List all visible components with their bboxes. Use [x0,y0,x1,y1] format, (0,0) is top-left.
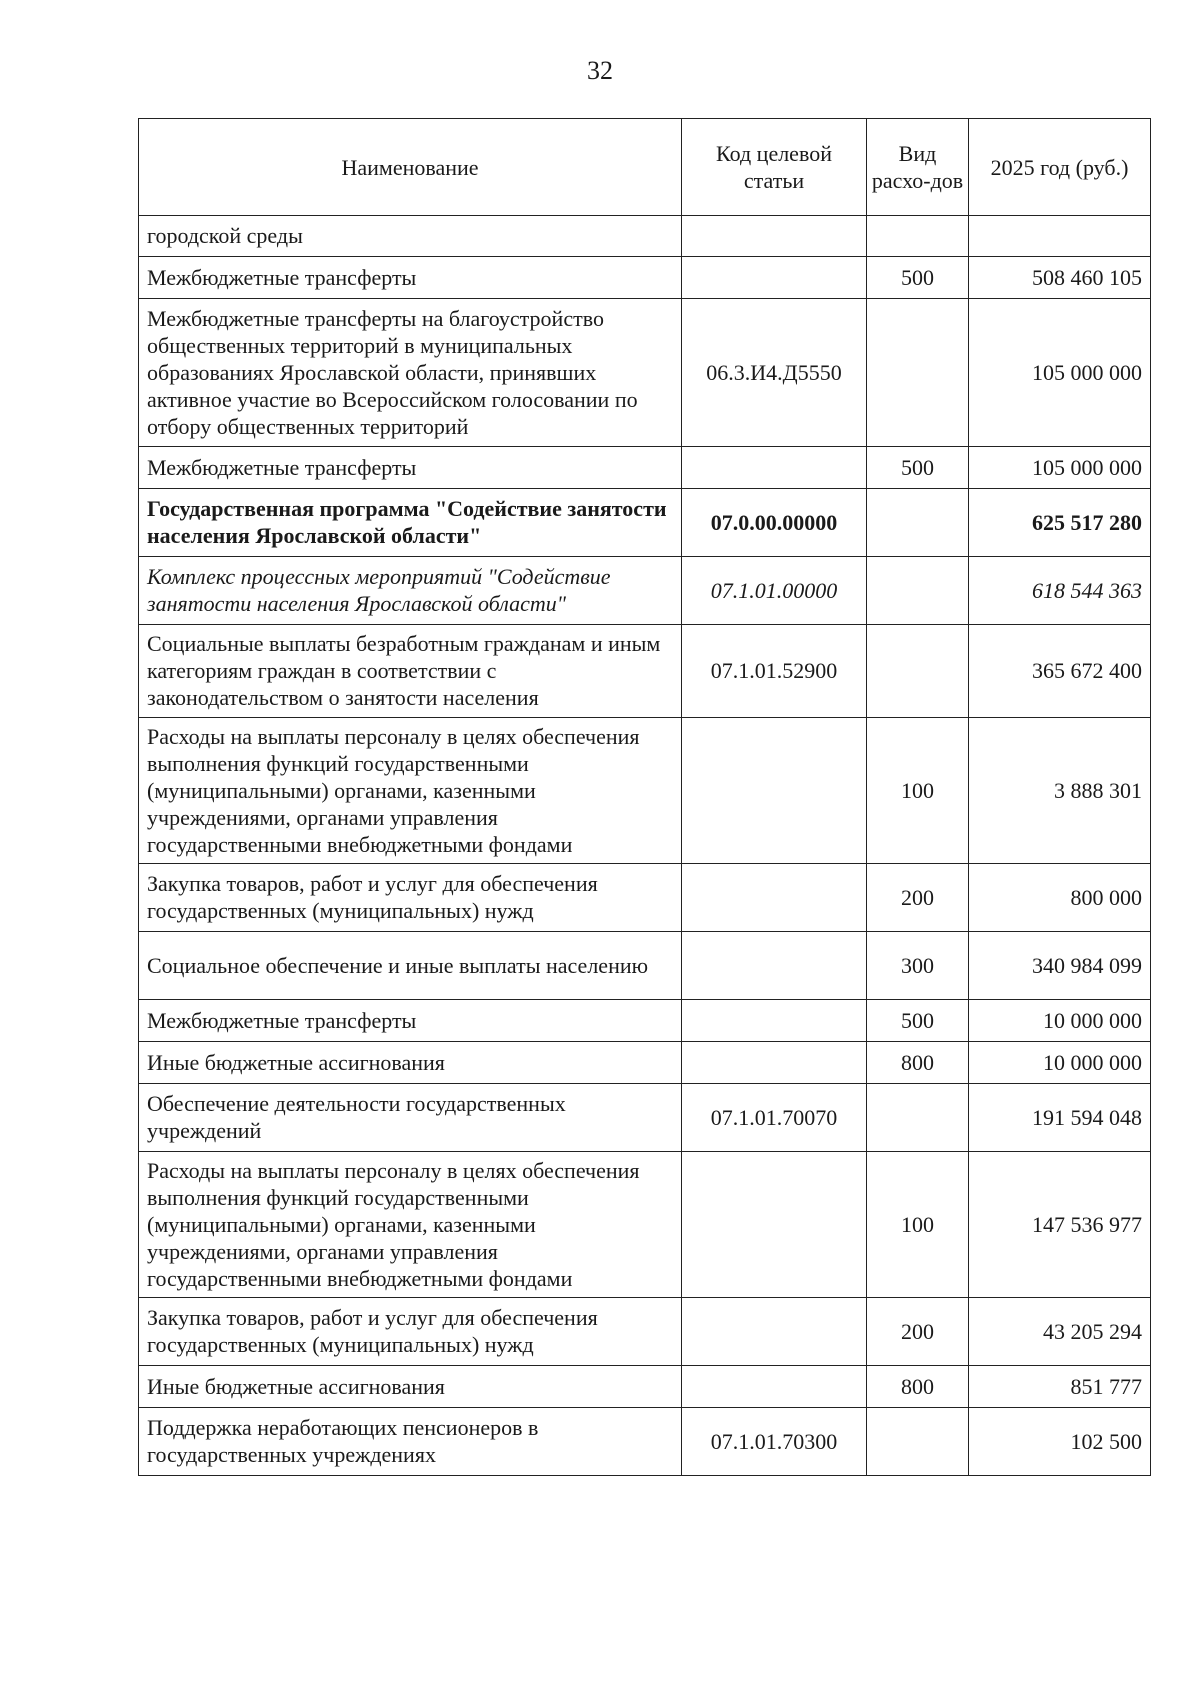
table-row [139,489,1151,557]
row-kind-cell [867,299,969,447]
row-sum-cell: 340 984 099 [969,932,1151,1000]
row-name-cell: Поддержка неработающих пенсионеров в государственных учреждениях [139,1408,682,1476]
row-kind-cell: 200 [867,864,969,932]
table-row [139,932,1151,1000]
row-code-cell: 07.1.01.52900 [682,625,867,718]
row-code-cell: 07.1.01.70070 [682,1084,867,1152]
row-name-cell: Государственная программа "Содействие занятости населения Ярославской области" [139,489,682,557]
row-name-cell: Обеспечение деятельности государственных учреждений [139,1084,682,1152]
row-kind-cell [867,216,969,257]
table-header-row [139,119,1151,216]
row-code-cell: 07.1.01.70300 [682,1408,867,1476]
row-name-cell: Иные бюджетные ассигнования [139,1042,682,1084]
row-kind-cell [867,625,969,718]
row-sum-cell [969,216,1151,257]
header-code: Код целевой статьи [682,119,867,216]
row-kind-cell [867,489,969,557]
table-row [139,447,1151,489]
row-sum-cell: 43 205 294 [969,1298,1151,1366]
row-kind-cell: 500 [867,447,969,489]
table-row [139,1152,1151,1298]
row-code-cell: 07.0.00.00000 [682,489,867,557]
row-kind-cell: 200 [867,1298,969,1366]
table-row [139,1000,1151,1042]
row-kind-cell: 100 [867,718,969,864]
row-code-cell [682,718,867,864]
row-code-cell [682,447,867,489]
table-row [139,257,1151,299]
row-kind-cell [867,557,969,625]
row-sum-cell: 625 517 280 [969,489,1151,557]
row-name-cell: Закупка товаров, работ и услуг для обеспечения государственных (муниципальных) нужд [139,864,682,932]
row-kind-cell: 500 [867,257,969,299]
row-name-cell: Иные бюджетные ассигнования [139,1366,682,1408]
table-row [139,299,1151,447]
row-sum-cell: 10 000 000 [969,1042,1151,1084]
table-row [139,1408,1151,1476]
table-row [139,864,1151,932]
row-sum-cell: 102 500 [969,1408,1151,1476]
row-code-cell [682,1000,867,1042]
row-name-cell: Межбюджетные трансферты [139,257,682,299]
row-name-cell: Расходы на выплаты персоналу в целях обеспечения выполнения функций государственными (муниципальными) органами, казенными учреждениями, органами управления государственными внебюджетными фондами [139,718,682,864]
row-code-cell: 07.1.01.00000 [682,557,867,625]
row-name-cell: Социальные выплаты безработным гражданам и иным категориям граждан в соответствии с законодательством о занятости населения [139,625,682,718]
row-name-cell: Комплекс процессных мероприятий "Содействие занятости населения Ярославской области" [139,557,682,625]
row-kind-cell [867,1084,969,1152]
row-kind-cell: 800 [867,1042,969,1084]
header-name: Наименование [139,119,682,216]
row-sum-cell: 851 777 [969,1366,1151,1408]
row-name-cell: Межбюджетные трансферты [139,1000,682,1042]
row-sum-cell: 800 000 [969,864,1151,932]
table-row [139,1366,1151,1408]
row-sum-cell: 618 544 363 [969,557,1151,625]
row-kind-cell [867,1408,969,1476]
row-sum-cell: 147 536 977 [969,1152,1151,1298]
row-name-cell: Межбюджетные трансферты [139,447,682,489]
row-name-cell: Межбюджетные трансферты на благоустройство общественных территорий в муниципальных образованиях Ярославской области, принявших активное участие во Всероссийском голосовании по отбору общественных территорий [139,299,682,447]
row-sum-cell: 191 594 048 [969,1084,1151,1152]
table-row [139,1298,1151,1366]
budget-table [138,118,1151,1476]
row-sum-cell: 365 672 400 [969,625,1151,718]
table-row [139,216,1151,257]
row-kind-cell: 100 [867,1152,969,1298]
row-kind-cell: 300 [867,932,969,1000]
table-row [139,557,1151,625]
row-sum-cell: 3 888 301 [969,718,1151,864]
row-kind-cell: 500 [867,1000,969,1042]
row-kind-cell: 800 [867,1366,969,1408]
page-number: 32 [587,56,613,85]
row-code-cell [682,257,867,299]
row-name-cell: Расходы на выплаты персоналу в целях обеспечения выполнения функций государственными (муниципальными) органами, казенными учреждениями, органами управления государственными внебюджетными фондами [139,1152,682,1298]
row-code-cell [682,1366,867,1408]
row-code-cell [682,1042,867,1084]
row-code-cell [682,1298,867,1366]
table-row [139,1084,1151,1152]
table-row [139,1042,1151,1084]
table-body [139,216,1151,1476]
row-name-cell: Социальное обеспечение и иные выплаты населению [139,932,682,1000]
row-code-cell: 06.3.И4.Д5550 [682,299,867,447]
row-name-cell: Закупка товаров, работ и услуг для обеспечения государственных (муниципальных) нужд [139,1298,682,1366]
header-kind: Вид расхо-дов [867,119,969,216]
header-sum: 2025 год (руб.) [969,119,1151,216]
row-sum-cell: 105 000 000 [969,299,1151,447]
row-sum-cell: 10 000 000 [969,1000,1151,1042]
row-name-cell: городской среды [139,216,682,257]
row-code-cell [682,864,867,932]
row-code-cell [682,932,867,1000]
row-sum-cell: 508 460 105 [969,257,1151,299]
row-code-cell [682,1152,867,1298]
table-row [139,625,1151,718]
row-sum-cell: 105 000 000 [969,447,1151,489]
table-row [139,718,1151,864]
row-code-cell [682,216,867,257]
